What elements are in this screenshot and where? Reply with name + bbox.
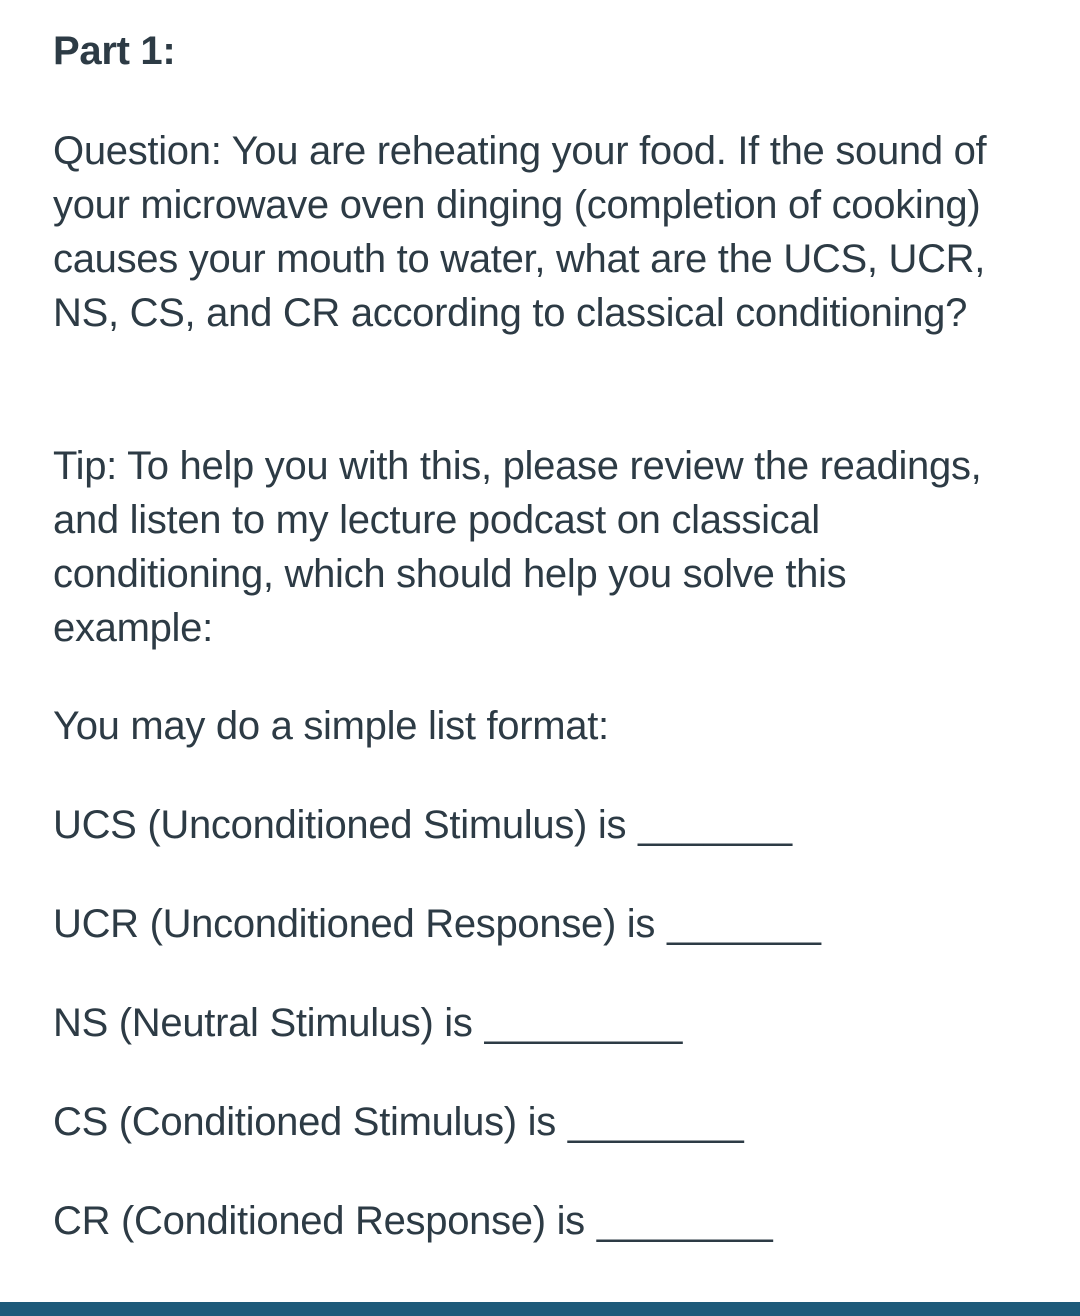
ucr-blank: _______	[667, 902, 821, 946]
question-text: Question: You are reheating your food. If the sound of your microwave oven dinging (completion of cooking) causes your mouth to water, what are the UCS, UCR, NS, CS, and CR according to classical conditioning?	[53, 129, 987, 335]
cr-label: CR (Conditioned Response) is	[53, 1199, 585, 1243]
ucr-answer-line	[53, 897, 821, 951]
ucr-label: UCR (Unconditioned Response) is	[53, 902, 656, 946]
cs-answer-line	[53, 1095, 744, 1149]
ns-answer-line	[53, 996, 682, 1050]
format-instruction: You may do a simple list format:	[53, 704, 609, 748]
part-title: Part 1:	[53, 29, 176, 73]
ucs-blank: _______	[638, 803, 792, 847]
cs-blank: ________	[567, 1100, 744, 1144]
cr-blank: ________	[596, 1199, 773, 1243]
footer-bar	[0, 1302, 1080, 1316]
tip-text: Tip: To help you with this, please review the readings, and listen to my lecture podcast on classical conditioning, which should help you solve this example:	[53, 444, 982, 650]
ns-label: NS (Neutral Stimulus) is	[53, 1001, 473, 1045]
cr-answer-line	[53, 1194, 772, 1248]
cs-label: CS (Conditioned Stimulus) is	[53, 1100, 556, 1144]
ns-blank: _________	[484, 1001, 683, 1045]
ucs-answer-line	[53, 798, 792, 852]
ucs-label: UCS (Unconditioned Stimulus) is	[53, 803, 627, 847]
